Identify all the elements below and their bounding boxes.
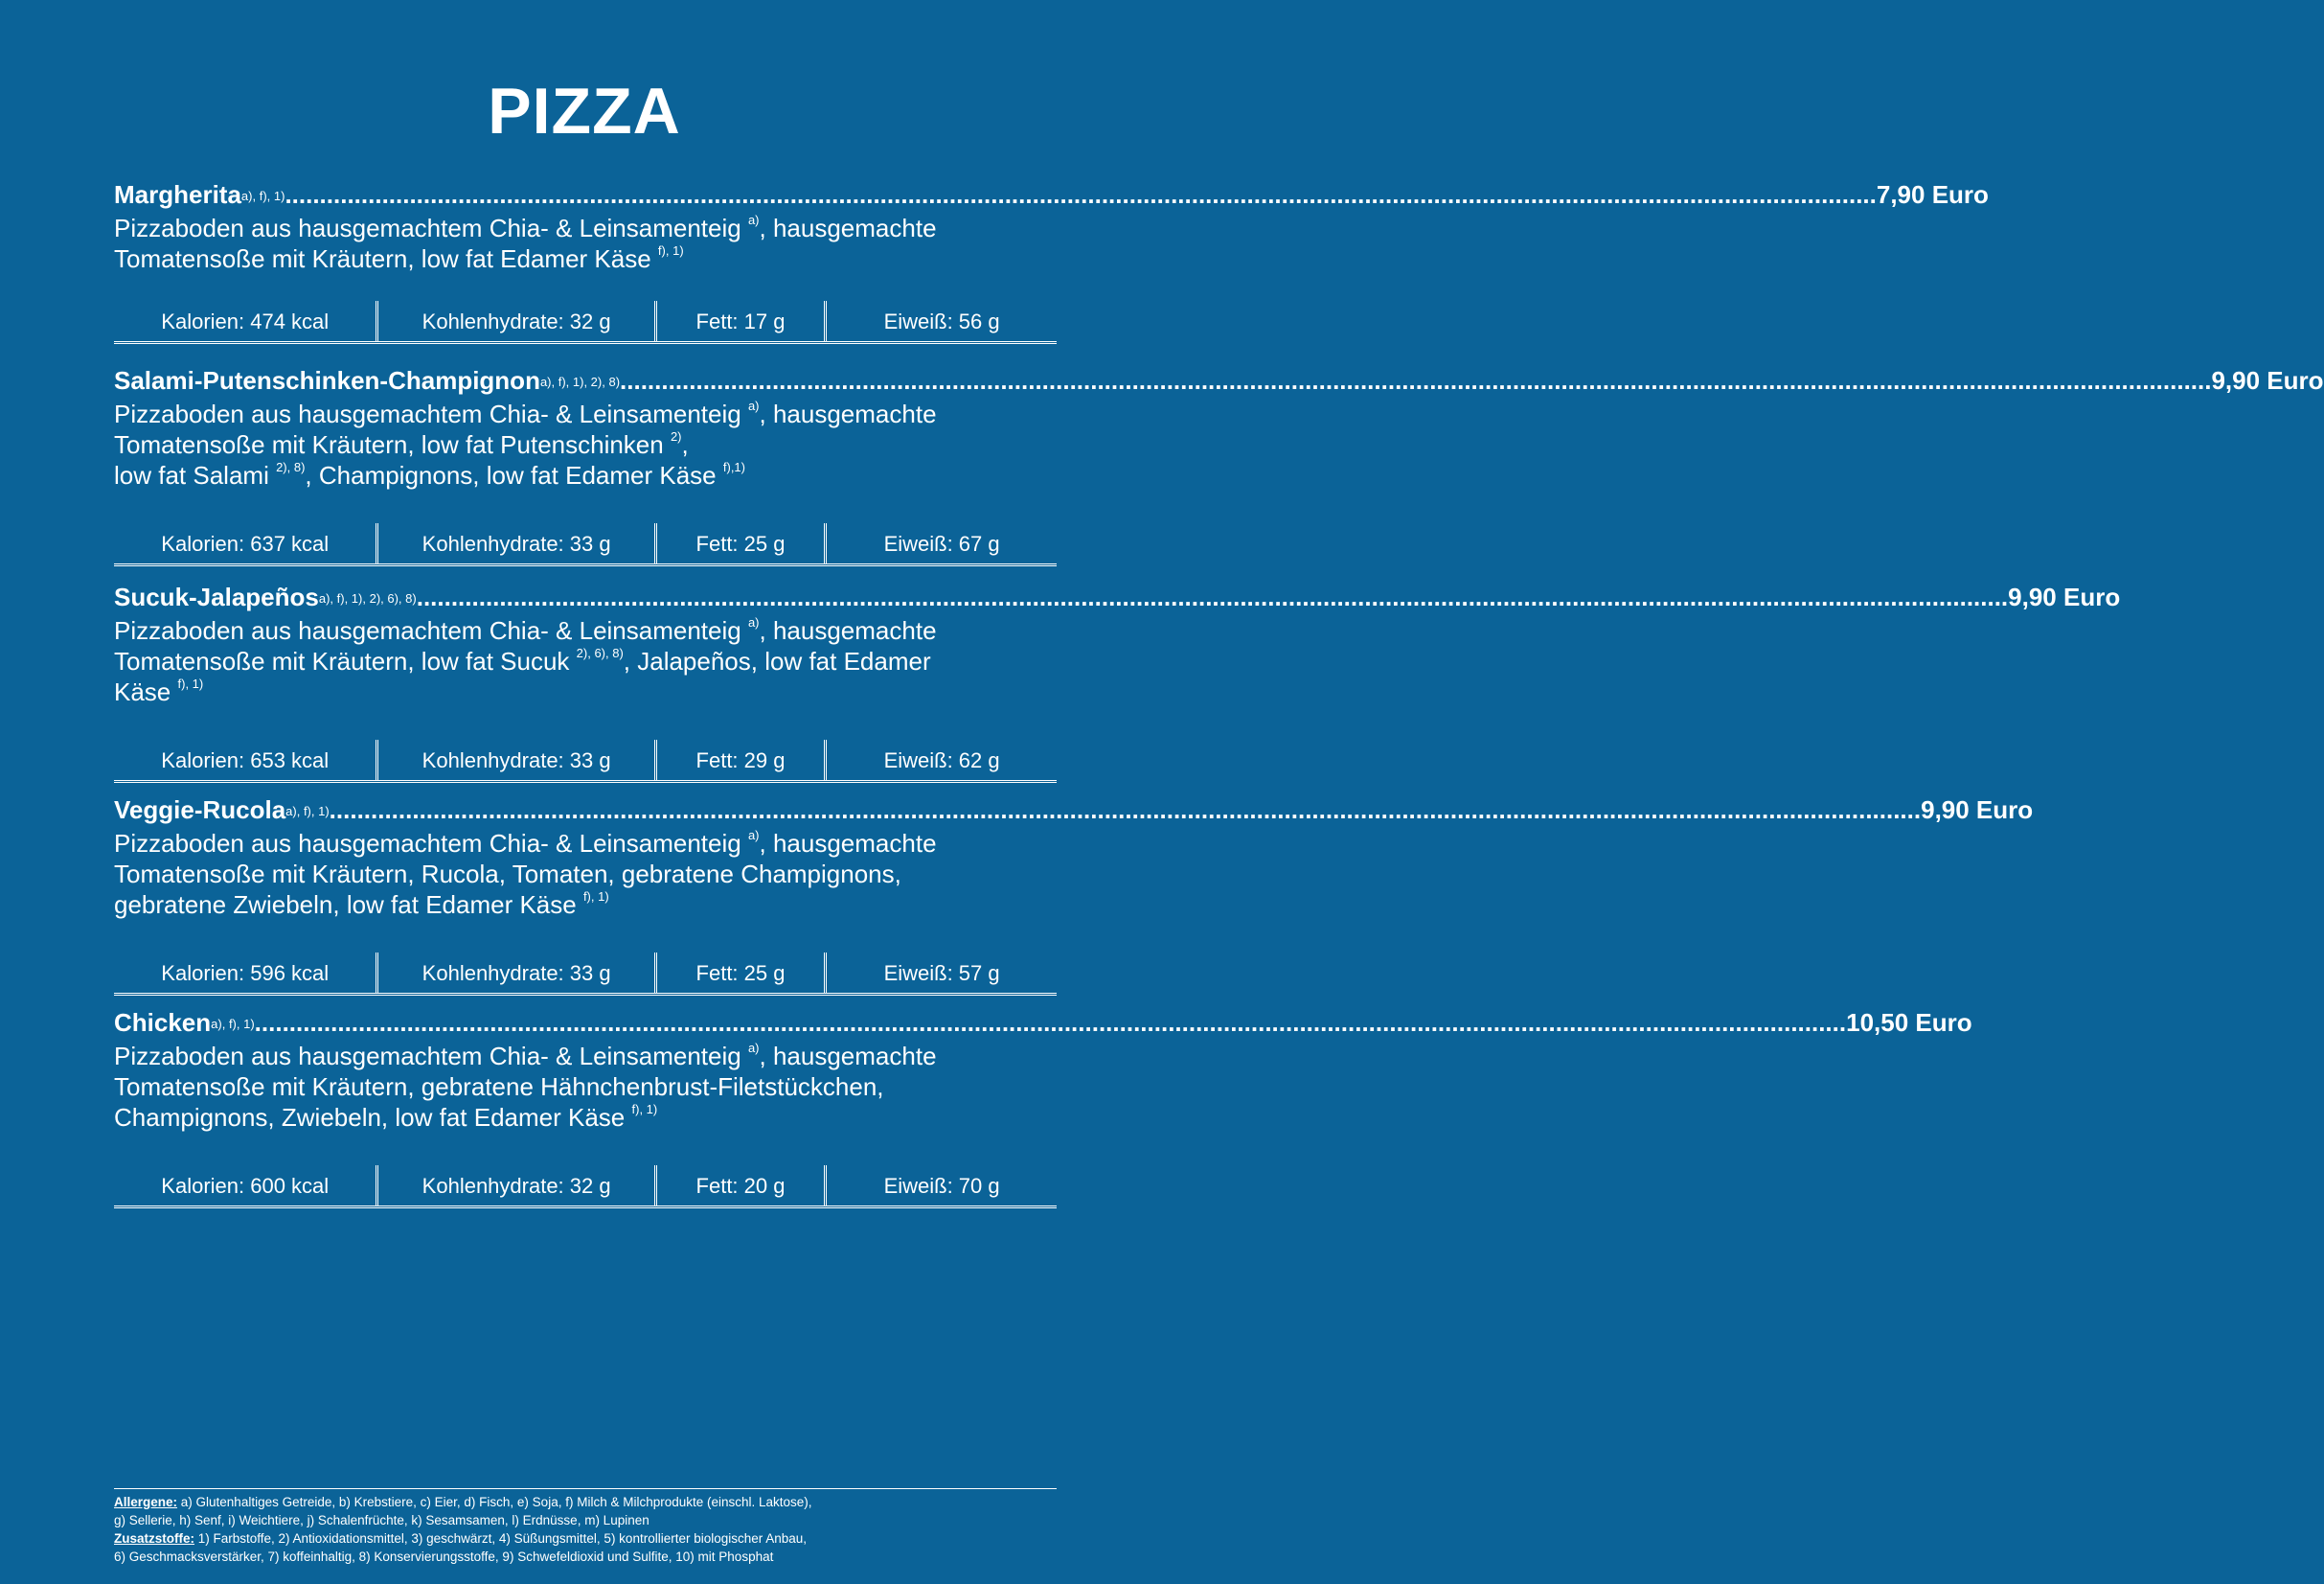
description-text: , hausgemachte [759, 1042, 937, 1070]
nutrition-table [114, 523, 1057, 566]
description-allergens: 2), 6), 8) [576, 646, 624, 661]
zusatz-line [114, 1529, 1057, 1548]
description-line [114, 615, 1057, 646]
pizza-description [114, 399, 1057, 491]
pizza-header: Salami-Putenschinken-Champignon $^{a), f), 1), 2), 8)}$ ...................................................................................................................................................................................................................................... 9,90 Euro [114, 366, 2324, 395]
pizza-name: Margherita [114, 180, 241, 209]
pizza-description [114, 828, 1057, 920]
dot-leader: ...................................................................................................................................................................................................................................... [329, 795, 1922, 824]
pizza-header: Veggie-Rucola $^{a), f), 1)}$ ...................................................................................................................................................................................................................................... 9,90 Euro [114, 795, 2034, 824]
description-allergens: a) [747, 828, 760, 843]
description-allergens: f), 1) [177, 677, 204, 692]
nutrition-table [114, 301, 1057, 344]
description-allergens: f), 1) [582, 889, 609, 905]
fat-cell: Fett: 17 g [654, 301, 824, 341]
description-allergens: f),1) [722, 460, 745, 475]
calories-cell: Kalorien: 474 kcal [161, 310, 330, 333]
pizza-item [114, 793, 2034, 985]
description-line [114, 1071, 1057, 1102]
pizza-item [114, 1006, 1972, 1198]
description-line [114, 429, 1057, 460]
description-text: , hausgemachte [759, 400, 937, 428]
description-text: Pizzaboden aus hausgemachtem Chia- & Leinsamenteig [114, 1042, 748, 1070]
nutrition-table [114, 953, 1057, 996]
calories-cell: Kalorien: 653 kcal [161, 748, 330, 772]
carbs-cell: Kohlenhydrate: 33 g [376, 523, 653, 563]
carbs-cell: Kohlenhydrate: 32 g [376, 1165, 653, 1205]
pizza-description [114, 615, 1057, 707]
description-line [114, 828, 1057, 859]
nutrition-table [114, 1165, 1057, 1208]
description-text: gebratene Zwiebeln, low fat Edamer Käse [114, 890, 583, 919]
pizza-description [114, 1041, 1057, 1133]
description-text: , hausgemachte [759, 214, 937, 242]
description-text: Pizzaboden aus hausgemachtem Chia- & Leinsamenteig [114, 400, 748, 428]
description-line [114, 1102, 1057, 1133]
nutrition-table [114, 740, 1057, 783]
description-text: Käse [114, 677, 178, 706]
description-line [114, 213, 1057, 243]
description-line [114, 460, 1057, 491]
description-allergens: a) [747, 399, 760, 414]
description-allergens: a) [747, 1041, 760, 1056]
description-line [114, 1041, 1057, 1071]
description-text: Tomatensoße mit Kräutern, gebratene Hähnchenbrust-Filetstückchen, [114, 1072, 884, 1101]
description-text: Tomatensoße mit Kräutern, Rucola, Tomaten, gebratene Champignons, [114, 860, 901, 888]
pizza-description [114, 213, 1057, 274]
page-title: PIZZA [488, 75, 681, 148]
pizza-header: Margherita $^{a), f), 1)}$ ...................................................................................................................................................................................................................................... 7,90 Euro [114, 180, 1989, 209]
description-line [114, 243, 1057, 274]
calories-cell: Kalorien: 596 kcal [161, 961, 330, 985]
carbs-cell: Kohlenhydrate: 33 g [376, 953, 653, 993]
pizza-name: Sucuk-Jalapeños [114, 583, 319, 611]
description-text: Tomatensoße mit Kräutern, low fat Putenschinken [114, 430, 671, 459]
description-text: Tomatensoße mit Kräutern, low fat Edamer Käse [114, 244, 658, 273]
description-text: Tomatensoße mit Kräutern, low fat Sucuk [114, 647, 577, 676]
calories-cell: Kalorien: 637 kcal [161, 532, 330, 556]
fat-cell: Fett: 25 g [654, 953, 824, 993]
description-line [114, 889, 1057, 920]
description-allergens: 2) [670, 429, 682, 445]
protein-cell: Eiweiß: 56 g [824, 301, 1057, 341]
description-text: , hausgemachte [759, 829, 937, 858]
carbs-cell: Kohlenhydrate: 33 g [376, 740, 653, 780]
pizza-name: Chicken [114, 1008, 212, 1037]
fat-cell: Fett: 25 g [654, 523, 824, 563]
zusatz-text-1: 1) Farbstoffe, 2) Antioxidationsmittel, 3) geschwärzt, 4) Süßungsmittel, 5) kontrollierter biologischer Anbau, [194, 1531, 808, 1546]
description-line [114, 859, 1057, 889]
description-allergens: f), 1) [657, 243, 684, 259]
description-text: , [681, 430, 689, 459]
zusatz-text-2: 6) Geschmacksverstärker, 7) koffeinhaltig, 8) Konservierungsstoffe, 9) Schwefeldioxid und Sulfite, 10) mit Phosphat [114, 1550, 774, 1564]
pizza-price: 10,50 Euro [1846, 1008, 1972, 1037]
pizza-price: 9,90 Euro [1921, 795, 2034, 824]
allergene-text-1: a) Glutenhaltiges Getreide, b) Krebstiere, c) Eier, d) Fisch, e) Soja, f) Milch & Milchprodukte (einschl. Laktose), [177, 1495, 812, 1509]
dot-leader: ...................................................................................................................................................................................................................................... [285, 180, 1877, 209]
legend-footer [114, 1488, 1057, 1566]
zusatz-label: Zusatzstoffe: [114, 1531, 194, 1546]
description-allergens: a) [747, 615, 760, 631]
description-text: Pizzaboden aus hausgemachtem Chia- & Leinsamenteig [114, 829, 748, 858]
pizza-item [114, 364, 2324, 556]
fat-cell: Fett: 29 g [654, 740, 824, 780]
allergene-text-2: g) Sellerie, h) Senf, i) Weichtiere, j) Schalenfrüchte, k) Sesamsamen, l) Erdnüsse, m) Lupinen [114, 1513, 649, 1527]
description-text: low fat Salami [114, 461, 277, 490]
dot-leader: ...................................................................................................................................................................................................................................... [620, 366, 2212, 395]
description-line [114, 677, 1057, 707]
protein-cell: Eiweiß: 70 g [824, 1165, 1057, 1205]
protein-cell: Eiweiß: 62 g [824, 740, 1057, 780]
description-line [114, 646, 1057, 677]
calories-cell: Kalorien: 600 kcal [161, 1174, 330, 1198]
allergene-label: Allergene: [114, 1495, 178, 1509]
description-line [114, 399, 1057, 429]
allergene-line [114, 1493, 1057, 1511]
pizza-price: 7,90 Euro [1876, 180, 1989, 209]
fat-cell: Fett: 20 g [654, 1165, 824, 1205]
pizza-name: Veggie-Rucola [114, 795, 286, 824]
pizza-header: Chicken $^{a), f), 1)}$ ...................................................................................................................................................................................................................................... 10,50 Euro [114, 1008, 1972, 1037]
pizza-item [114, 178, 1989, 333]
protein-cell: Eiweiß: 57 g [824, 953, 1057, 993]
description-text: , hausgemachte [759, 616, 937, 645]
pizza-price: 9,90 Euro [2008, 583, 2121, 611]
description-text: Champignons, Zwiebeln, low fat Edamer Käse [114, 1103, 632, 1132]
dot-leader: ...................................................................................................................................................................................................................................... [254, 1008, 1847, 1037]
dot-leader: ...................................................................................................................................................................................................................................... [416, 583, 2009, 611]
pizza-name: Salami-Putenschinken-Champignon [114, 366, 540, 395]
pizza-item [114, 581, 2121, 772]
description-allergens: a) [747, 213, 760, 228]
description-allergens: f), 1) [631, 1102, 658, 1117]
description-text: Pizzaboden aus hausgemachtem Chia- & Leinsamenteig [114, 616, 748, 645]
pizza-header: Sucuk-Jalapeños $^{a), f), 1), 2), 6), 8)}$ ...................................................................................................................................................................................................................................... 9,90 Euro [114, 583, 2121, 611]
carbs-cell: Kohlenhydrate: 32 g [376, 301, 653, 341]
description-text: Pizzaboden aus hausgemachtem Chia- & Leinsamenteig [114, 214, 748, 242]
description-text: , Champignons, low fat Edamer Käse [305, 461, 723, 490]
protein-cell: Eiweiß: 67 g [824, 523, 1057, 563]
pizza-price: 9,90 Euro [2211, 366, 2324, 395]
description-text: , Jalapeños, low fat Edamer [623, 647, 931, 676]
description-allergens: 2), 8) [276, 460, 306, 475]
